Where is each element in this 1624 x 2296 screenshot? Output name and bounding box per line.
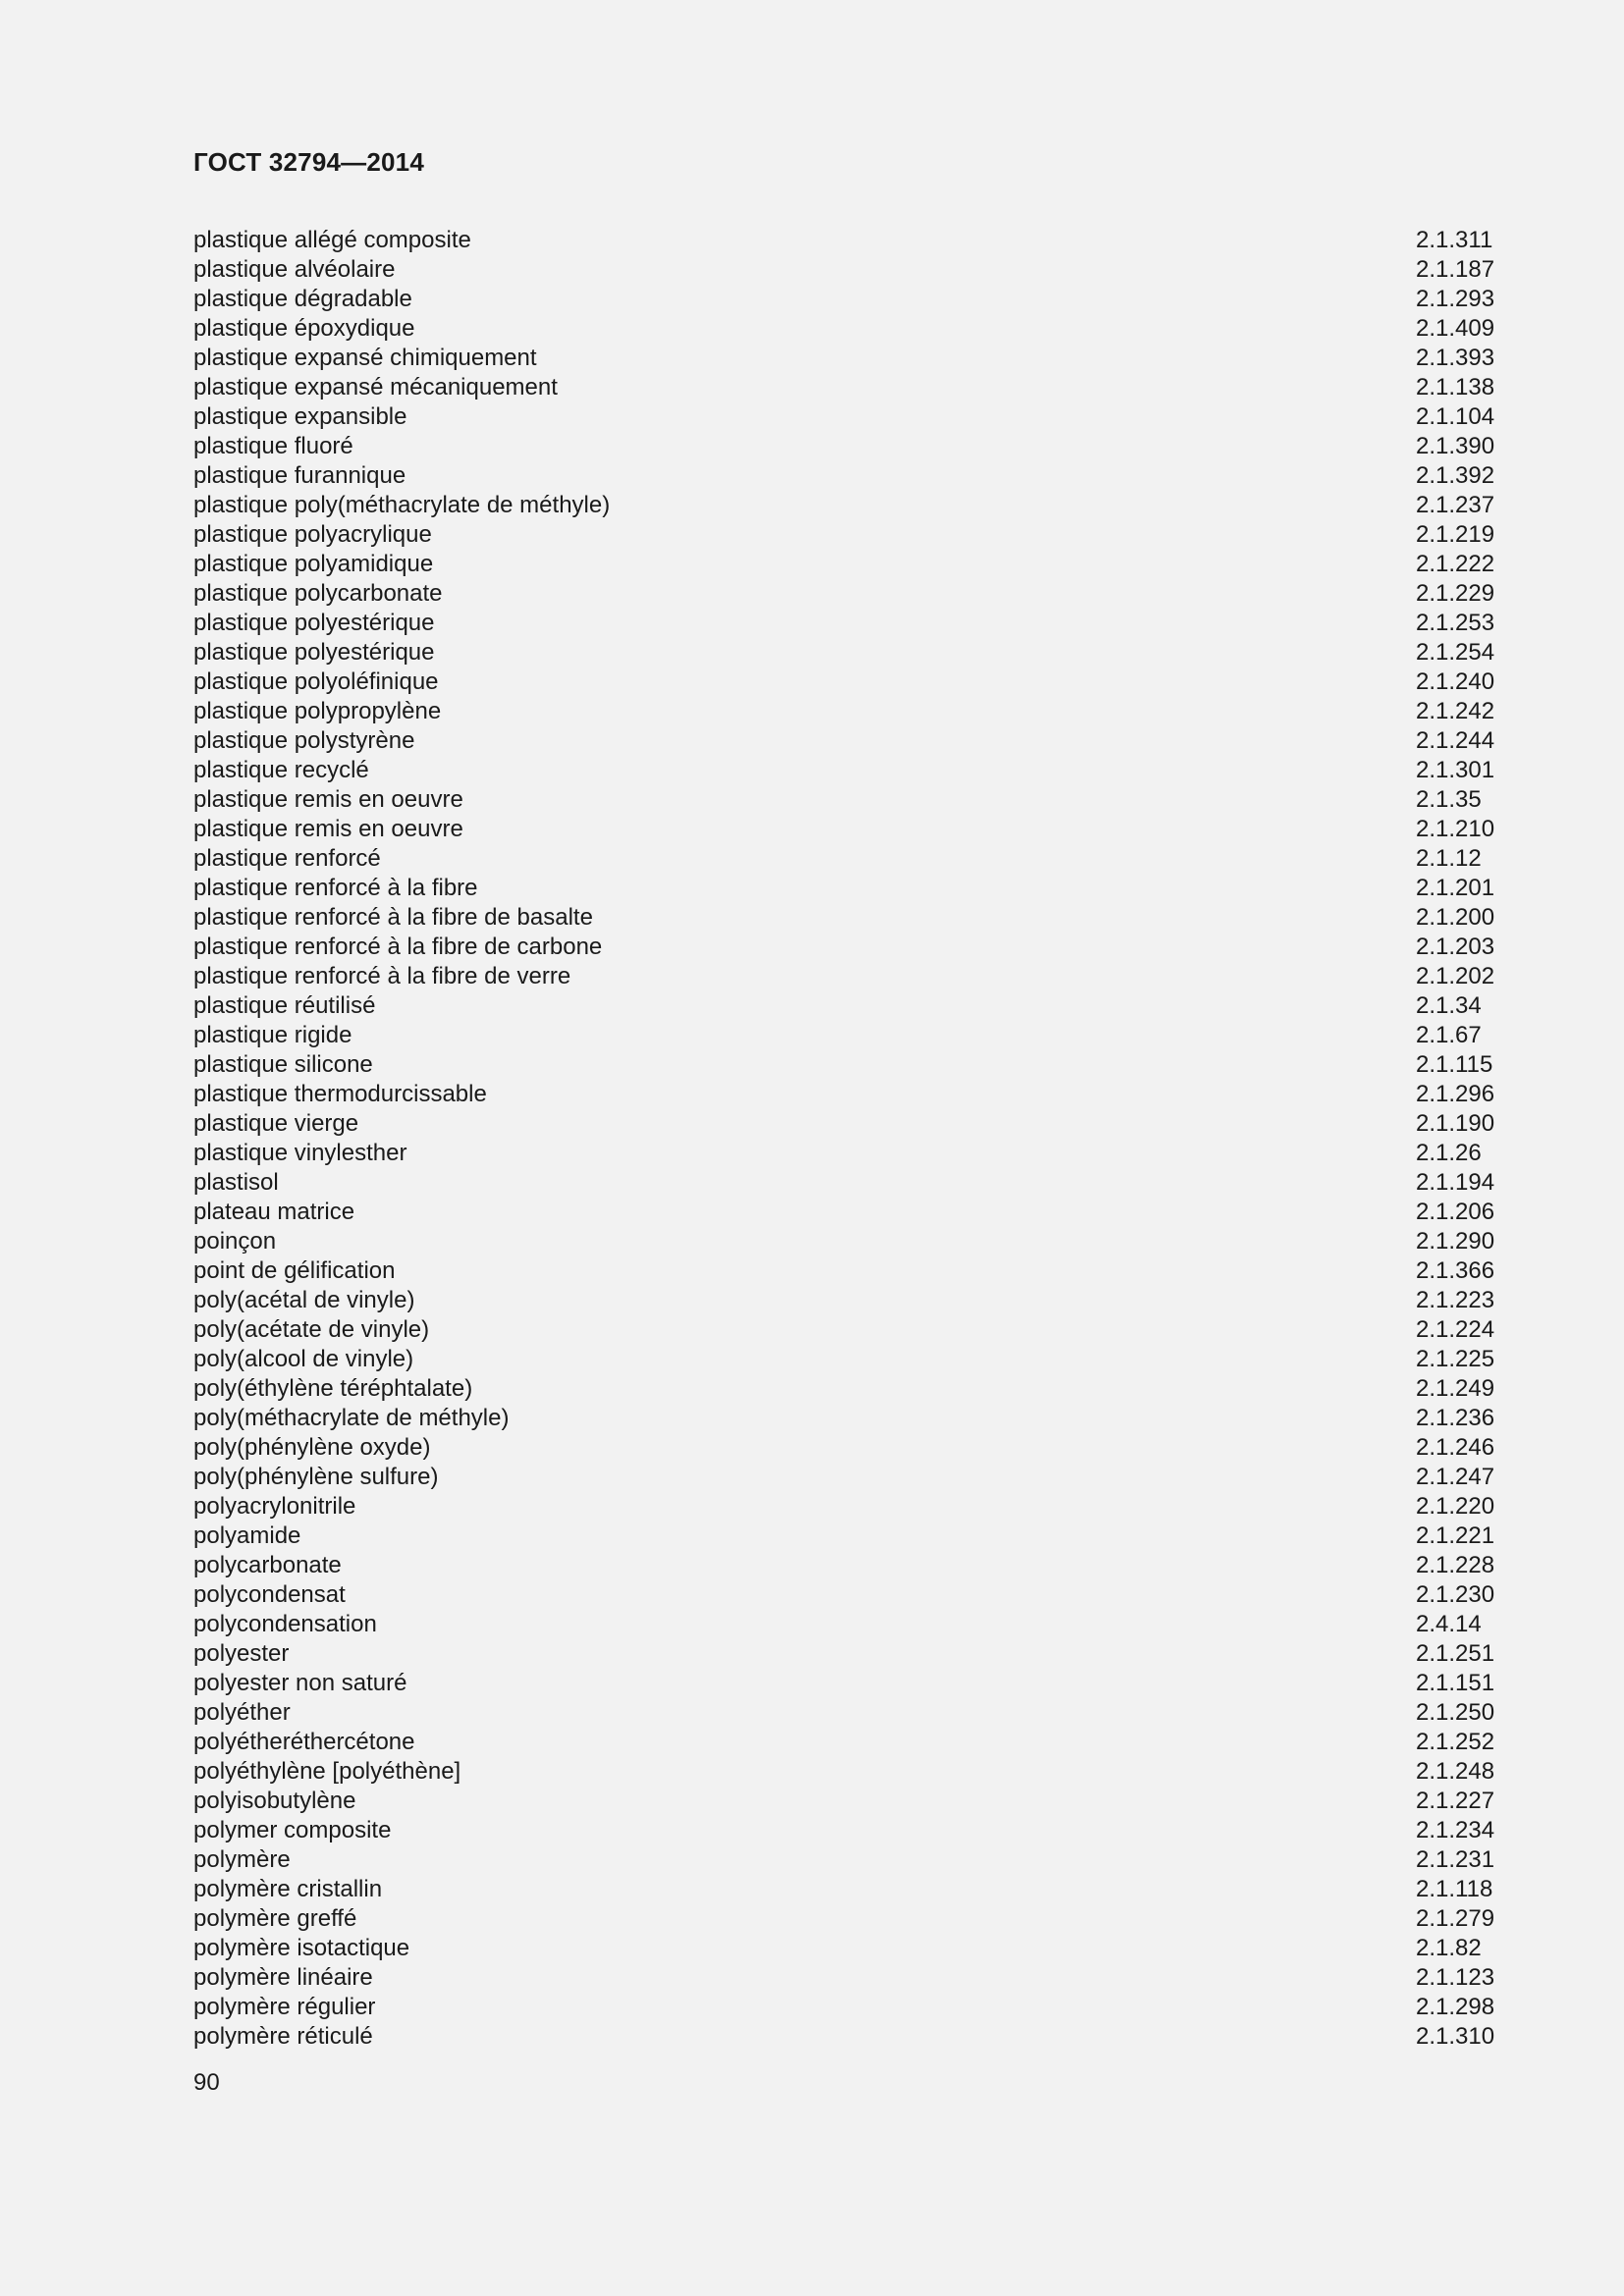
index-term: poly(alcool de vinyle)	[193, 1346, 414, 1372]
index-term: plastique dégradable	[193, 286, 412, 312]
index-reference: 2.1.310	[1416, 2023, 1495, 2050]
index-term: plastique polyoléfinique	[193, 668, 439, 695]
index-reference: 2.1.228	[1416, 1552, 1495, 1578]
index-term: plastisol	[193, 1169, 279, 1196]
index-entry	[193, 1639, 1497, 1669]
index-reference: 2.1.190	[1416, 1110, 1495, 1137]
index-term: polyacrylonitrile	[193, 1493, 356, 1520]
index-reference: 2.1.252	[1416, 1729, 1495, 1755]
index-reference: 2.4.14	[1416, 1611, 1482, 1637]
index-entry	[193, 550, 1497, 579]
index-entry	[193, 1256, 1497, 1286]
index-reference: 2.1.366	[1416, 1257, 1495, 1284]
index-entry	[193, 1522, 1497, 1551]
index-term: polycarbonate	[193, 1552, 342, 1578]
index-term: plastique renforcé à la fibre	[193, 875, 478, 901]
index-entry	[193, 1345, 1497, 1374]
index-term: plastique renforcé à la fibre de verre	[193, 963, 571, 989]
index-reference: 2.1.248	[1416, 1758, 1495, 1785]
index-entry	[193, 1080, 1497, 1109]
index-term: plastique polypropylène	[193, 698, 442, 724]
index-reference: 2.1.26	[1416, 1140, 1482, 1166]
index-term: polyéthylène [polyéthène]	[193, 1758, 461, 1785]
index-term: polymère cristallin	[193, 1876, 383, 1902]
index-entry	[193, 1109, 1497, 1139]
index-reference: 2.1.250	[1416, 1699, 1495, 1726]
index-entry	[193, 1021, 1497, 1050]
index-entry	[193, 402, 1497, 432]
index-reference: 2.1.293	[1416, 286, 1495, 312]
index-reference: 2.1.224	[1416, 1316, 1495, 1343]
index-term: plastique réutilisé	[193, 992, 376, 1019]
index-reference: 2.1.244	[1416, 727, 1495, 754]
index-entry	[193, 1934, 1497, 1963]
index-term: plastique polyamidique	[193, 551, 434, 577]
index-reference: 2.1.236	[1416, 1405, 1495, 1431]
index-reference: 2.1.200	[1416, 904, 1495, 931]
index-reference: 2.1.206	[1416, 1199, 1495, 1225]
index-term: plastique renforcé à la fibre de carbone	[193, 934, 603, 960]
index-reference: 2.1.12	[1416, 845, 1482, 872]
index-entry	[193, 1433, 1497, 1463]
index-term: plastique expansé chimiquement	[193, 345, 537, 371]
index-term: polymère réticulé	[193, 2023, 373, 2050]
index-entry	[193, 2022, 1497, 2052]
index-entry	[193, 226, 1497, 255]
index-entry	[193, 373, 1497, 402]
index-entry	[193, 1875, 1497, 1904]
index-entry	[193, 461, 1497, 491]
index-term: point de gélification	[193, 1257, 396, 1284]
index-entry	[193, 1963, 1497, 1993]
index-entry	[193, 1698, 1497, 1728]
index-term: polymère isotactique	[193, 1935, 410, 1961]
index-reference: 2.1.104	[1416, 403, 1495, 430]
index-reference: 2.1.390	[1416, 433, 1495, 459]
index-term: polymer composite	[193, 1817, 392, 1843]
index-reference: 2.1.203	[1416, 934, 1495, 960]
index-reference: 2.1.210	[1416, 816, 1495, 842]
index-term: plastique remis en oeuvre	[193, 786, 463, 813]
index-reference: 2.1.187	[1416, 256, 1495, 283]
index-reference: 2.1.231	[1416, 1846, 1495, 1873]
index-reference: 2.1.220	[1416, 1493, 1495, 1520]
index-reference: 2.1.202	[1416, 963, 1495, 989]
index-reference: 2.1.123	[1416, 1964, 1495, 1991]
index-entry	[193, 726, 1497, 756]
index-entry	[193, 1227, 1497, 1256]
index-reference: 2.1.35	[1416, 786, 1482, 813]
index-entry	[193, 520, 1497, 550]
index-reference: 2.1.82	[1416, 1935, 1482, 1961]
index-term: polymère linéaire	[193, 1964, 373, 1991]
index-term: plastique thermodurcissable	[193, 1081, 487, 1107]
index-reference: 2.1.249	[1416, 1375, 1495, 1402]
index-term: plastique remis en oeuvre	[193, 816, 463, 842]
index-term: polymère	[193, 1846, 291, 1873]
index-term: plastique expansé mécaniquement	[193, 374, 558, 400]
index-entry	[193, 1580, 1497, 1610]
index-term: poly(acétal de vinyle)	[193, 1287, 415, 1313]
index-term: plastique polyacrylique	[193, 521, 432, 548]
index-term: plastique vierge	[193, 1110, 359, 1137]
index-reference: 2.1.242	[1416, 698, 1495, 724]
index-reference: 2.1.251	[1416, 1640, 1495, 1667]
index-reference: 2.1.34	[1416, 992, 1482, 1019]
index-term: plastique époxydique	[193, 315, 415, 342]
index-reference: 2.1.253	[1416, 610, 1495, 636]
index-entry	[193, 579, 1497, 609]
index-reference: 2.1.67	[1416, 1022, 1482, 1048]
index-entry	[193, 432, 1497, 461]
index-reference: 2.1.247	[1416, 1464, 1495, 1490]
index-entry	[193, 1404, 1497, 1433]
index-term: plastique rigide	[193, 1022, 352, 1048]
index-term: poly(phénylène sulfure)	[193, 1464, 439, 1490]
index-entry	[193, 667, 1497, 697]
index-entry	[193, 991, 1497, 1021]
index-reference: 2.1.301	[1416, 757, 1495, 783]
index-entry	[193, 314, 1497, 344]
index-term: polyéther	[193, 1699, 291, 1726]
index-entry	[193, 344, 1497, 373]
index-reference: 2.1.393	[1416, 345, 1495, 371]
index-reference: 2.1.279	[1416, 1905, 1495, 1932]
index-entry	[193, 697, 1497, 726]
index-entry	[193, 1286, 1497, 1315]
index-entry	[193, 1551, 1497, 1580]
index-reference: 2.1.138	[1416, 374, 1495, 400]
index-entry	[193, 1315, 1497, 1345]
index-reference: 2.1.230	[1416, 1581, 1495, 1608]
index-reference: 2.1.115	[1416, 1051, 1493, 1078]
index-term: plastique renforcé à la fibre de basalte	[193, 904, 593, 931]
page-number: 90	[193, 2069, 220, 2096]
index-term: poly(éthylène téréphtalate)	[193, 1375, 473, 1402]
index-term: plastique renforcé	[193, 845, 381, 872]
index-term: poly(méthacrylate de méthyle)	[193, 1405, 510, 1431]
term-index-list	[193, 226, 1497, 2052]
index-entry	[193, 1757, 1497, 1787]
index-entry	[193, 933, 1497, 962]
index-entry	[193, 1198, 1497, 1227]
index-reference: 2.1.229	[1416, 580, 1495, 607]
index-entry	[193, 1669, 1497, 1698]
index-term: polyester	[193, 1640, 290, 1667]
index-entry	[193, 1168, 1497, 1198]
index-term: plastique allégé composite	[193, 227, 471, 253]
document-header: ГОСТ 32794—2014	[193, 147, 424, 177]
index-entry	[193, 1374, 1497, 1404]
index-entry	[193, 609, 1497, 638]
index-entry	[193, 638, 1497, 667]
index-term: plastique silicone	[193, 1051, 373, 1078]
index-entry	[193, 903, 1497, 933]
index-entry	[193, 1816, 1497, 1845]
index-term: plastique polyestérique	[193, 639, 435, 666]
index-entry	[193, 1993, 1497, 2022]
index-entry	[193, 1492, 1497, 1522]
index-entry	[193, 1139, 1497, 1168]
index-reference: 2.1.409	[1416, 315, 1495, 342]
index-term: plastique polycarbonate	[193, 580, 443, 607]
index-entry	[193, 1050, 1497, 1080]
index-reference: 2.1.222	[1416, 551, 1495, 577]
index-entry	[193, 962, 1497, 991]
index-reference: 2.1.296	[1416, 1081, 1495, 1107]
index-entry	[193, 1610, 1497, 1639]
index-entry	[193, 815, 1497, 844]
index-reference: 2.1.240	[1416, 668, 1495, 695]
index-reference: 2.1.246	[1416, 1434, 1495, 1461]
index-term: plastique alvéolaire	[193, 256, 396, 283]
index-reference: 2.1.221	[1416, 1522, 1495, 1549]
index-entry	[193, 1787, 1497, 1816]
index-entry	[193, 1728, 1497, 1757]
index-term: plastique polystyrène	[193, 727, 415, 754]
index-term: polycondensat	[193, 1581, 346, 1608]
index-entry	[193, 874, 1497, 903]
index-term: polyétheréthercétone	[193, 1729, 415, 1755]
index-reference: 2.1.227	[1416, 1788, 1495, 1814]
index-reference: 2.1.234	[1416, 1817, 1495, 1843]
index-term: polymère régulier	[193, 1994, 376, 2020]
index-term: poly(acétate de vinyle)	[193, 1316, 430, 1343]
index-entry	[193, 255, 1497, 285]
index-entry	[193, 1463, 1497, 1492]
index-reference: 2.1.151	[1416, 1670, 1495, 1696]
index-reference: 2.1.219	[1416, 521, 1495, 548]
index-term: plastique expansible	[193, 403, 407, 430]
index-term: poly(phénylène oxyde)	[193, 1434, 431, 1461]
index-term: polymère greffé	[193, 1905, 357, 1932]
index-reference: 2.1.237	[1416, 492, 1495, 518]
index-reference: 2.1.225	[1416, 1346, 1495, 1372]
index-reference: 2.1.298	[1416, 1994, 1495, 2020]
index-entry	[193, 785, 1497, 815]
index-entry	[193, 1845, 1497, 1875]
index-entry	[193, 1904, 1497, 1934]
index-reference: 2.1.392	[1416, 462, 1495, 489]
index-entry	[193, 844, 1497, 874]
index-term: plastique polyestérique	[193, 610, 435, 636]
index-term: plateau matrice	[193, 1199, 355, 1225]
index-term: polyamide	[193, 1522, 301, 1549]
index-reference: 2.1.254	[1416, 639, 1495, 666]
index-entry	[193, 491, 1497, 520]
index-term: polyester non saturé	[193, 1670, 407, 1696]
index-term: plastique furannique	[193, 462, 406, 489]
index-term: polyisobutylène	[193, 1788, 356, 1814]
index-reference: 2.1.201	[1416, 875, 1495, 901]
index-reference: 2.1.223	[1416, 1287, 1495, 1313]
index-reference: 2.1.118	[1416, 1876, 1493, 1902]
index-reference: 2.1.290	[1416, 1228, 1495, 1255]
index-term: polycondensation	[193, 1611, 377, 1637]
index-entry	[193, 756, 1497, 785]
index-term: plastique fluoré	[193, 433, 353, 459]
index-term: plastique recyclé	[193, 757, 369, 783]
index-reference: 2.1.311	[1416, 227, 1493, 253]
index-reference: 2.1.194	[1416, 1169, 1495, 1196]
index-entry	[193, 285, 1497, 314]
index-term: plastique poly(méthacrylate de méthyle)	[193, 492, 611, 518]
index-term: plastique vinylesther	[193, 1140, 407, 1166]
index-term: poinçon	[193, 1228, 277, 1255]
